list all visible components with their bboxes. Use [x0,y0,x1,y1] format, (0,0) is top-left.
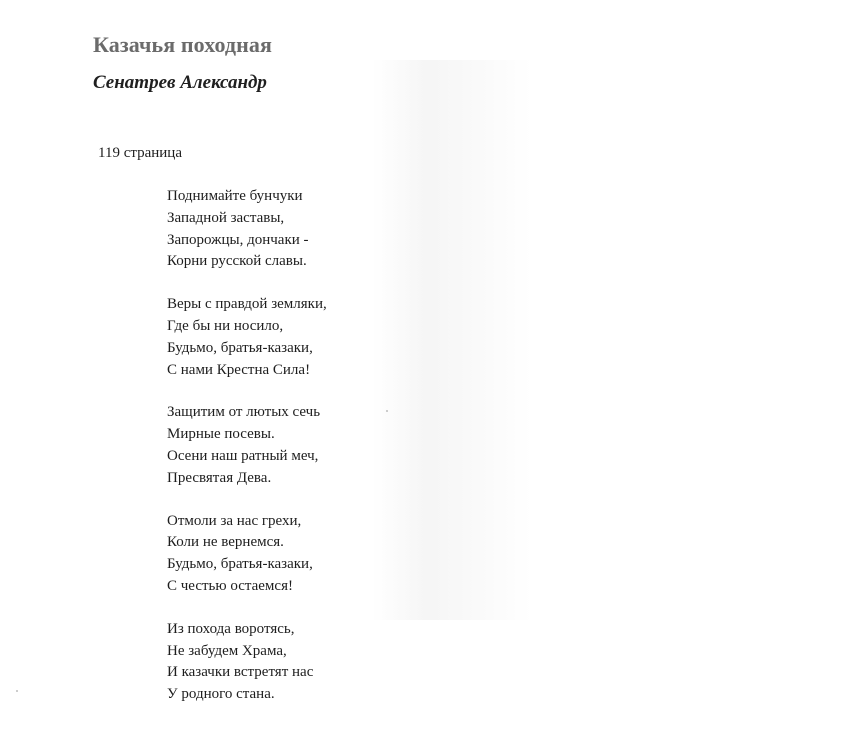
poem-line: Поднимайте бунчуки [167,188,303,204]
poem-author: Сенатрев Александр [93,72,267,93]
poem-line: Коли не вернемся. [167,534,284,551]
poem-line: Отмоли за нас грехи, [167,512,302,529]
poem-line: Веры с правдой земляки, [167,296,327,313]
stanza-4 [167,511,487,598]
poem-line: Осени наш ратный меч, [167,447,319,464]
poem-title: Казачья походная [93,32,273,57]
poem-line: С честью остаемся! [167,577,293,594]
poem-line: Будьмо, братья-казаки, [167,556,313,573]
poem-line: У родного стана. [167,686,275,703]
poem-line: Пресвятая Дева. [167,469,272,486]
poem-line: Запорожцы, дончаки - [167,231,309,248]
poem-line: И казачки встретят нас [167,664,314,681]
poem-line: Где бы ни носило, [167,317,284,334]
poem-line: Не забудем Храма, [167,642,287,659]
poem-line: Из похода воротясь, [167,620,295,637]
poem-body [167,186,487,727]
stanza-2 [167,294,487,381]
page-number: 119 страница [98,145,182,161]
poem-line: Защитим от лютых сечь [167,404,321,421]
poem-line: Мирные посевы. [167,426,275,443]
stanza-1 [167,186,487,273]
stanza-3 [167,402,487,489]
poem-line: Западной заставы, [167,209,285,226]
poem-line: Будьмо, братья-казаки, [167,339,313,356]
poem-line: С нами Крестна Сила! [167,361,311,378]
stanza-5 [167,619,487,706]
scan-speck [16,690,18,692]
poem-line: Корни русской славы. [167,253,307,270]
